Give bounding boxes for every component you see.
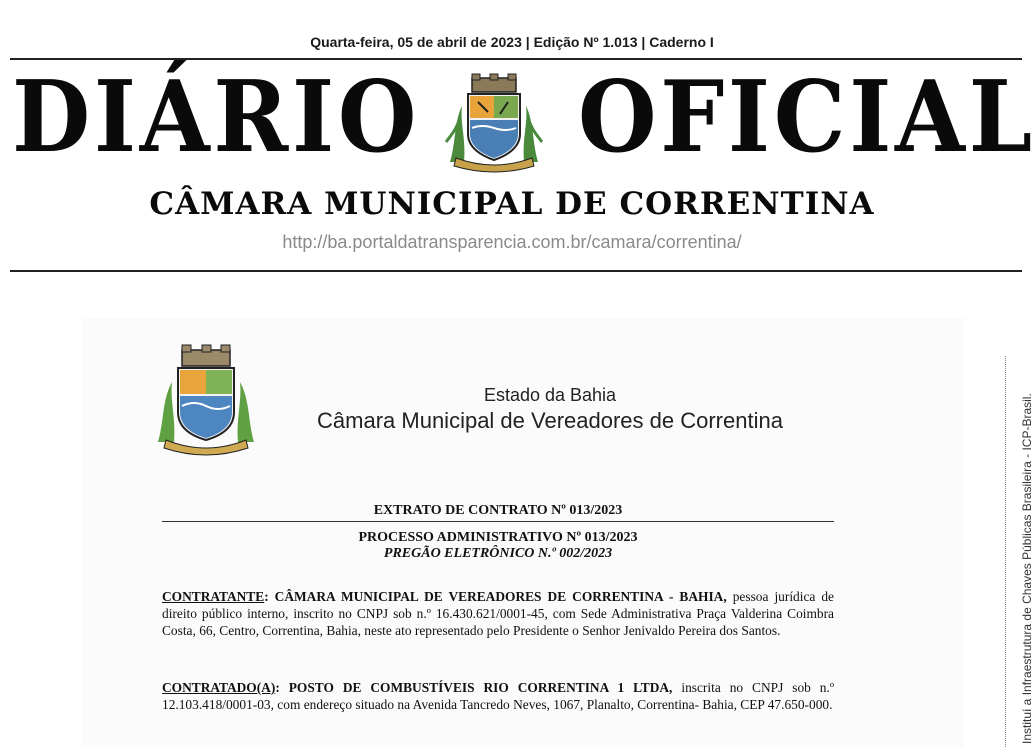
contratado-paragraph [162,679,834,713]
pregao-number: PREGÃO ELETRÔNICO N.º 002/2023 [383,546,613,561]
document-rule [162,521,834,522]
coat-of-arms-small-icon [150,342,262,458]
contratante-label: CONTRATANTE [162,589,265,604]
document-chamber-heading: Câmara Municipal de Vereadores de Correntina [317,408,783,433]
portal-url[interactable]: http://ba.portaldatransparencia.com.br/camara/correntina/ [282,232,742,252]
coat-of-arms-icon [442,72,546,172]
masthead-left-word: DIÁRIO [12,60,421,175]
extract-title: EXTRATO DE CONTRATO Nº 013/2023 [373,503,623,518]
contratante-paragraph [162,588,834,639]
contratado-text: inscrita no CNPJ sob n.º 12.103.418/0001-03, com endereço situado na Avenida Tancredo Neves, 1067, Planalto, Correntina- Bahia, CEP 47.650-000. [162,680,834,712]
contratado-label: CONTRATADO(A) [162,680,276,695]
side-dotted-rule [1005,356,1006,747]
dateline: Quarta-feira, 05 de abril de 2023 | Edição Nº 1.013 | Caderno I [310,34,714,50]
contratado-name: : POSTO DE COMBUSTÍVEIS RIO CORRENTINA 1 LTDA, [275,680,673,695]
contratante-name: : CÂMARA MUNICIPAL DE VEREADORES DE CORRENTINA - BAHIA, [264,589,727,604]
masthead [0,60,1036,175]
process-number: PROCESSO ADMINISTRATIVO Nº 013/2023 [358,530,638,545]
masthead-right-word: OFICIAL [578,60,1036,175]
header-bottom-rule [10,270,1022,272]
side-certificate-note: Instituí a Infraestrutura de Chaves Públicas Brasileira - ICP-Brasil. [1020,393,1034,744]
contratante-text: pessoa jurídica de direito público interno, inscrito no CNPJ sob n.º 16.430.621/0001-45, com Sede Administrativa Praça Valderina Coimbra Costa, 66, Centro, Correntina, Bahia, neste ato representado pelo Presidente o Senhor Jenivaldo Pereira dos Santos. [162,589,835,638]
document-state-heading: Estado da Bahia [483,385,617,405]
masthead-chamber-title: CÂMARA MUNICIPAL DE CORRENTINA [149,186,875,222]
